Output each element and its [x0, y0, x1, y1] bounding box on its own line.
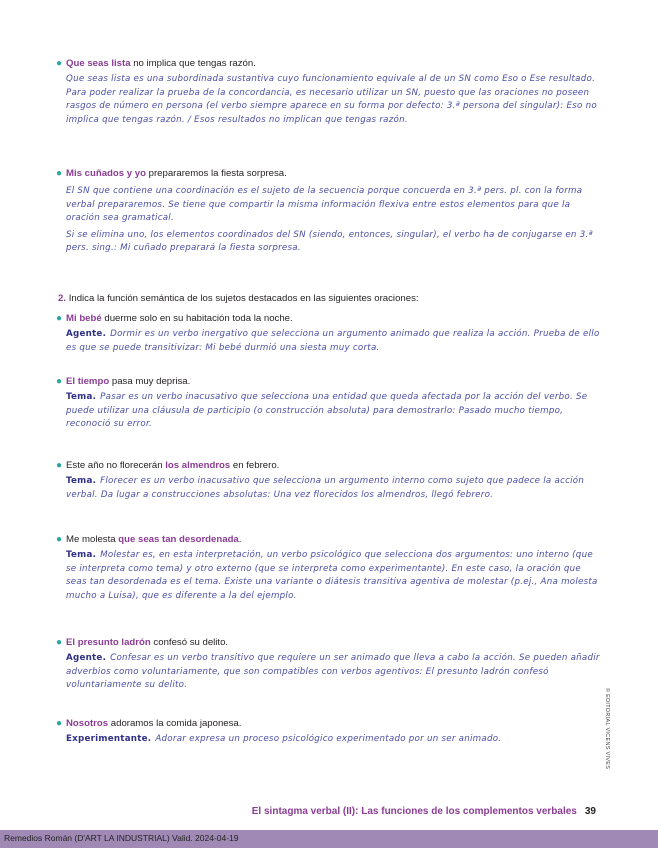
bullet-icon: ● — [56, 718, 63, 729]
footer-title: El sintagma verbal (II): Las funciones de los complementos verbales — [251, 806, 577, 817]
sentence-highlight: los almendros — [165, 460, 231, 471]
handwritten-answer — [66, 475, 604, 502]
sentence-text: confesó su delito. — [150, 637, 229, 648]
answer-example: Ana molesta mucho a Luisa — [66, 577, 598, 601]
publisher-side-text: © EDITORIAL VICENS VIVES — [604, 688, 610, 770]
answer-example: Ese resultado — [529, 74, 593, 84]
answer-text: Florecer es un verbo inacusativo que selecciona un argumento interno como sujeto que padece la acción verbal. Da lugar a construcciones absolutas: — [66, 476, 585, 500]
bullet-icon: ● — [56, 168, 63, 179]
page-footer — [252, 806, 596, 817]
answer-label: Experimentante. — [66, 734, 152, 744]
answer-text: Si se elimina uno, los elementos coordinados del SN (siendo, entonces, singular), el verbo ha de conjugarse en 3.ª pers. sing.: — [66, 229, 593, 254]
handwritten-answer — [66, 185, 604, 256]
question-text: Indica la función semántica de los sujetos destacados en las siguientes oraciones: — [68, 293, 419, 304]
exercise-item-1 — [56, 57, 604, 127]
sentence-rest: prepararemos la fiesta sorpresa. — [145, 168, 287, 179]
answer-text: Que seas lista es una subordinada sustantiva cuyo funcionamiento equivale al de un SN como — [66, 74, 503, 84]
answer-example: El presunto ladrón confesó voluntariamente su delito. — [66, 666, 549, 691]
answer-example: Pasado mucho tiempo, reconoció su error. — [66, 405, 564, 430]
answer-label: Agente. — [66, 653, 107, 663]
sentence-highlight: El tiempo — [66, 376, 110, 387]
answer-example: Mi bebé durmió una siesta muy corta. — [205, 342, 380, 353]
answer-example: Una vez florecidos los almendros, llegó febrero. — [273, 489, 494, 500]
bullet-icon: ● — [56, 534, 63, 545]
function-item-1 — [56, 312, 604, 355]
question-number: 2. — [58, 293, 67, 304]
answer-paragraph — [66, 229, 604, 256]
answer-text: ), que es diferente a la del ejemplo. — [132, 590, 297, 601]
answer-label: Tema. — [66, 392, 97, 402]
answer-paragraph: El SN que contiene una coordinación es el sujeto de la secuencia porque concuerda en 3.ª pers. pl. con la forma verbal prepararemos. Se tiene que compartir la misma información flexiva entre estos elementos para que la oración sea gramatical. — [66, 186, 583, 224]
sentence-text: Este año no florecerán — [66, 460, 166, 471]
answer-text: Adorar expresa un proceso psicológico experimentado por un ser animado. — [155, 734, 502, 744]
sentence-highlight: Mi bebé — [66, 313, 102, 324]
sentence-text: . — [238, 534, 242, 545]
sentence-highlight: Mis cuñados y yo — [66, 168, 146, 179]
sentence-highlight: Nosotros — [66, 718, 109, 729]
function-item-4 — [56, 533, 604, 603]
bullet-icon: ● — [56, 376, 63, 387]
page-number: 39 — [584, 806, 596, 817]
sentence-highlight: Que seas lista — [66, 58, 131, 69]
answer-text: o — [518, 74, 530, 84]
answer-example: Eso no implica que tengas razón. / Esos resultados no implican que tengas razón. — [66, 101, 597, 125]
answer-label: Agente. — [66, 329, 107, 339]
sentence-text: pasa muy deprisa. — [109, 376, 191, 387]
handwritten-answer — [66, 733, 604, 747]
sentence-text: en febrero. — [230, 460, 280, 471]
bullet-icon: ● — [56, 58, 63, 69]
exercise-item-2 — [56, 167, 604, 256]
function-item-3 — [56, 459, 604, 502]
bullet-icon: ● — [56, 460, 63, 471]
function-item-2 — [56, 375, 604, 432]
answer-label: Tema. — [66, 476, 97, 486]
answer-text: Dormir es un verbo inergativo que selecciona un argumento animado que realiza la acción. Prueba de ello es que se puede transitivizar: — [66, 329, 600, 353]
answer-example: Mi cuñado preparará la fiesta sorpresa. — [120, 243, 301, 254]
sentence-text: adoramos la comida japonesa. — [108, 718, 242, 729]
handwritten-answer — [66, 549, 604, 603]
license-bar — [0, 830, 658, 848]
sentence-highlight: que seas tan desordenada — [118, 534, 239, 545]
handwritten-answer — [66, 391, 604, 432]
handwritten-answer — [66, 73, 604, 127]
sentence-text: Me molesta — [66, 534, 119, 545]
handwritten-answer — [66, 328, 604, 355]
sentence-highlight: El presunto ladrón — [66, 637, 151, 648]
answer-text: Molestar es, en esta interpretación, un verbo psicológico que selecciona dos argumentos: uno interno (que se interpreta como tema) y otro externo (que se interpreta como experimentante). En este caso, la oración que seas tan desordenada es el tema. Existe una variante o diátesis transitiva agentiva de molestar (p.ej., — [66, 550, 593, 588]
answer-text: Pasar es un verbo inacusativo que selecciona una entidad que queda afectada por la acción del verbo. Se puede utilizar una cláusula de participio (o construcción absoluta) para demostrarlo: — [66, 392, 588, 416]
bullet-icon: ● — [56, 637, 63, 648]
answer-text: Confesar es un verbo transitivo que requiere un ser animado que lleva a cabo la acción. Se pueden añadir adverbios como voluntariamente, que son compatibles con verbos agentivos: — [66, 653, 600, 677]
license-text: Remedios Román (D'ART LA INDUSTRIAL) Valid. 2024-04-19 — [4, 833, 239, 843]
question-2 — [58, 292, 618, 305]
answer-label: Tema. — [66, 550, 97, 560]
sentence-rest: no implica que tengas razón. — [130, 58, 256, 69]
function-item-5 — [56, 636, 604, 693]
answer-example: Eso — [502, 74, 519, 84]
bullet-icon: ● — [56, 313, 63, 324]
function-item-6 — [56, 717, 604, 747]
sentence-text: duerme solo en su habitación toda la noche. — [101, 313, 293, 324]
answer-text: . Para poder realizar la prueba de la concordancia, es necesario utilizar un SN, puesto que las oraciones no poseen rasgos de número en persona (el verbo siempre aparece en su forma por defecto: 3.ª persona del singular): — [66, 74, 596, 112]
handwritten-answer — [66, 652, 604, 693]
